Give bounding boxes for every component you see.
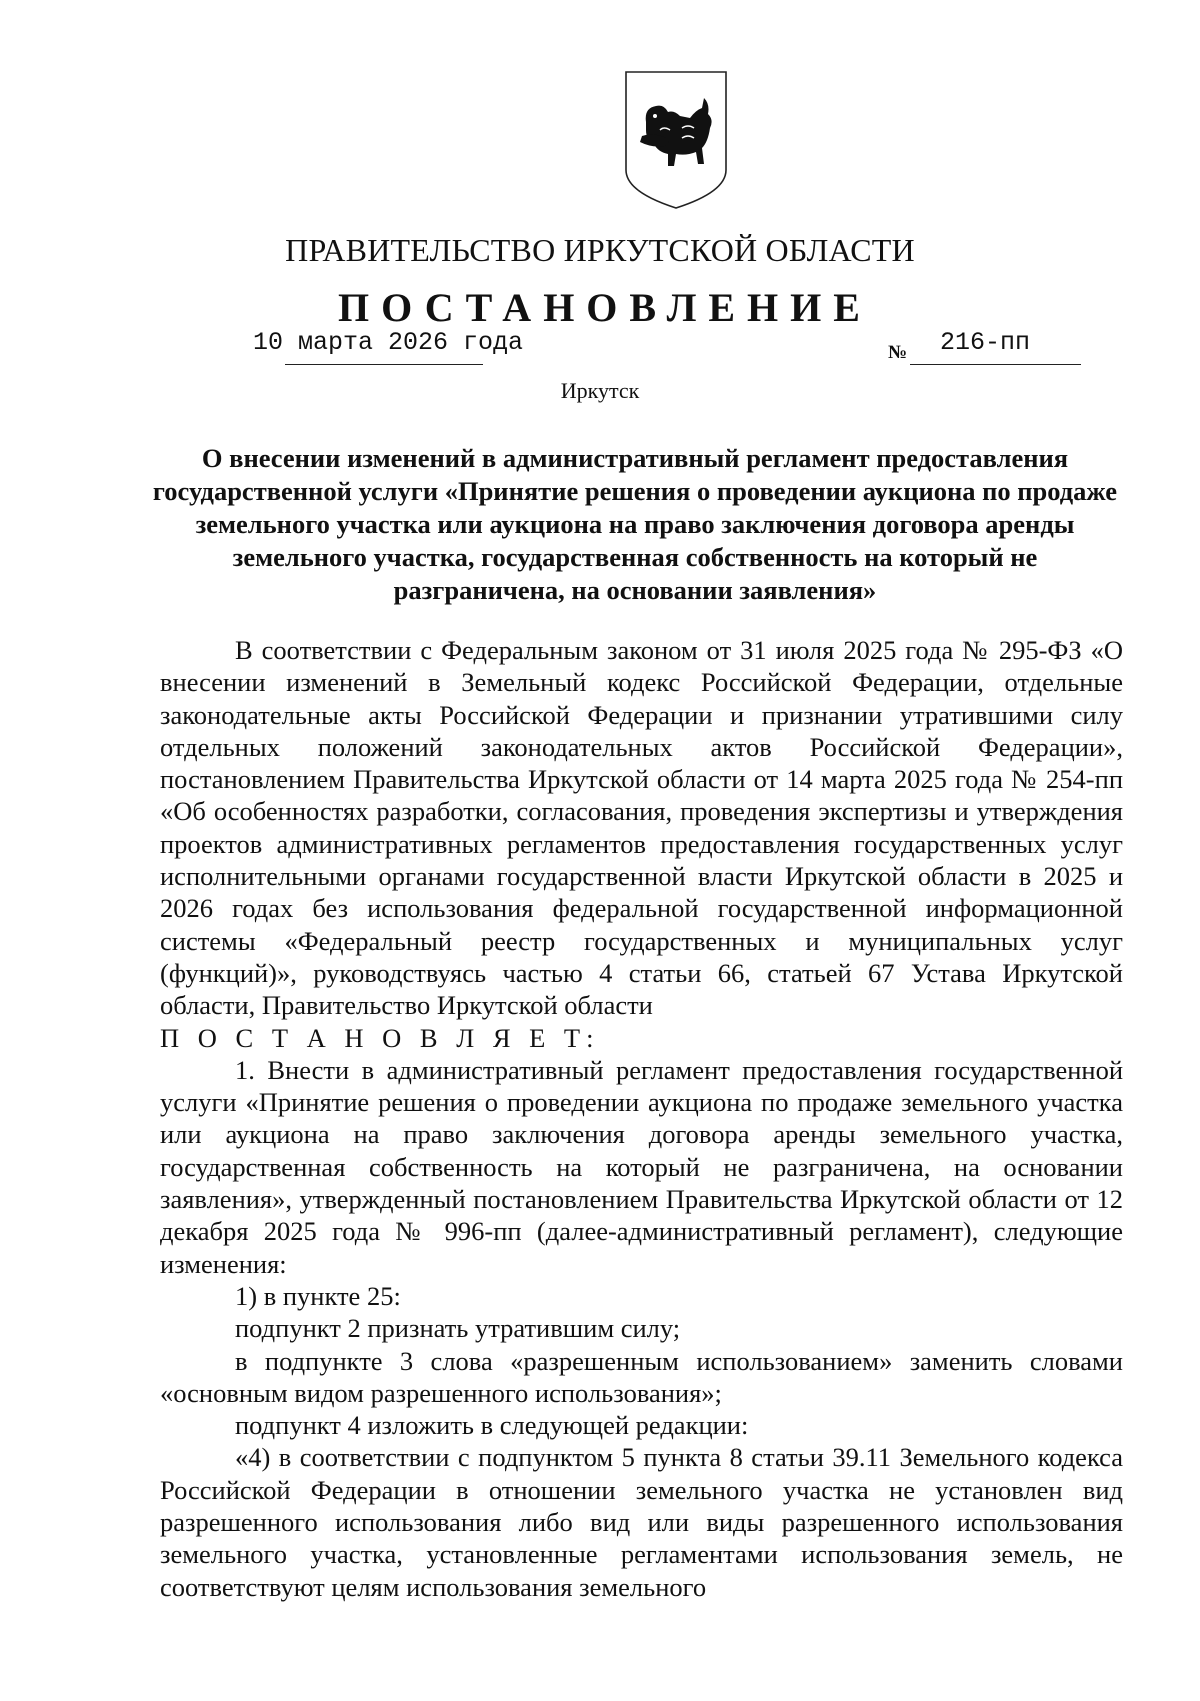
document-heading: О внесении изменений в административный регламент предоставления государственной услуги «Принятие решения о проведении аукциона по продаже земельного участка или аукциона на право заключения договора аренды земельного участка, государственная собственность на который не разграничена, на основании заявления» bbox=[152, 443, 1118, 605]
preamble-paragraph: В соответствии с Федеральным законом от 31 июля 2025 года № 295-ФЗ «О внесении изменений в Земельный кодекс Российской Федерации, отдельные законодательные акты Российской Федерации и признании утратившими силу отдельных положений законодательных актов Российской Федерации», постановлением Правительства Иркутской области от 14 марта 2025 года № 254-пп «Об особенностях разработки, согласования, проведения экспертизы и утверждения проектов административных регламентов предоставления государственных услуг исполнительными органами государственной власти Иркутской области в 2025 и 2026 годах без использования федеральной государственной информационной системы «Федеральный реестр государственных и муниципальных услуг (функций)», руководствуясь частью 4 статьи 66, статьей 67 Устава Иркутской области, Правительство Иркутской области bbox=[160, 635, 1123, 1021]
number-underline bbox=[910, 364, 1081, 365]
subpoint-1-c: подпункт 4 изложить в следующей редакции: bbox=[235, 1410, 749, 1441]
city-name: Иркутск bbox=[560, 378, 640, 403]
subpoint-1-a: подпункт 2 признать утратившим силу; bbox=[235, 1313, 681, 1344]
document-type-title: ПОСТАНОВЛЕНИЕ bbox=[338, 285, 872, 330]
subpoint-1-b: в подпункте 3 слова «разрешенным использованием» заменить словами «основным видом разрешенного использования»; bbox=[160, 1345, 1123, 1408]
point-1-paragraph: 1. Внести в административный регламент предоставления государственной услуги «Принятие решения о проведении аукциона по продаже земельного участка или аукциона на право заключения договора аренды земельного участка, государственная собственность на который не разграничена, на основании заявления», утвержденный постановлением Правительства Иркутской области от 12 декабря 2025 года № 996-пп (далее-административный регламент), следующие изменения: bbox=[160, 1054, 1123, 1279]
document-date: 10 марта 2026 года bbox=[253, 328, 524, 357]
date-underline bbox=[285, 364, 483, 365]
resolves-keyword: П О С Т А Н О В Л Я Е Т: bbox=[160, 1022, 600, 1053]
document-number: 216-пп bbox=[940, 328, 1031, 357]
subpoint-1: 1) в пункте 25: bbox=[235, 1280, 401, 1311]
government-name: ПРАВИТЕЛЬСТВО ИРКУТСКОЙ ОБЛАСТИ bbox=[285, 232, 915, 268]
number-sign: № bbox=[888, 342, 908, 363]
document-body bbox=[160, 634, 1123, 1603]
subpoint-1-c-text: «4) в соответствии с подпунктом 5 пункта 8 статьи 39.11 Земельного кодекса Российской Федерации в отношении земельного участка не установлен вид разрешенного использования либо вид или виды разрешенного использования земельного участка, установленные регламентами использования земель, не соответствуют целям использования земельного bbox=[160, 1442, 1123, 1602]
coat-of-arms-icon bbox=[624, 70, 728, 210]
